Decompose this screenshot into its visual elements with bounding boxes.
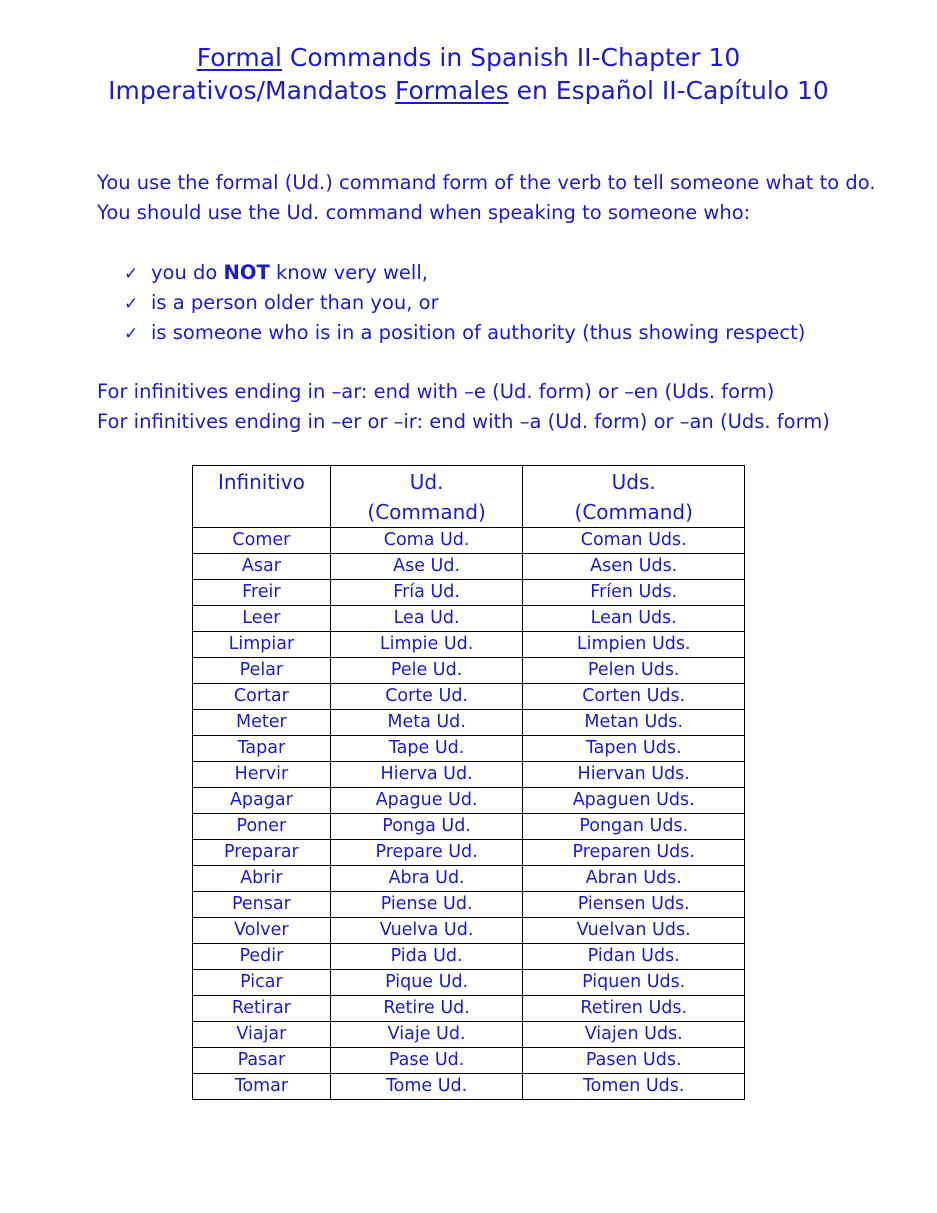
ud-command-cell: Vuelva Ud. [330, 918, 523, 944]
infinitive-cell: Limpiar [193, 632, 331, 658]
ud-command-cell: Retire Ud. [330, 996, 523, 1022]
ud-command-cell: Tome Ud. [330, 1074, 523, 1100]
bullet-1-bold: NOT [223, 261, 270, 284]
table-row [193, 736, 745, 762]
intro-line-2: You should use the Ud. command when speaking to someone who: [97, 201, 751, 224]
checkmark-icon: ✓ [124, 264, 139, 284]
header-uds-sublabel: (Command) [574, 500, 693, 524]
infinitive-cell: Pelar [193, 658, 331, 684]
ud-command-cell: Hierva Ud. [330, 762, 523, 788]
infinitive-cell: Volver [193, 918, 331, 944]
subtitle-end: en Español II-Capítulo 10 [508, 76, 829, 105]
rule-ar: For infinitives ending in –ar: end with –e (Ud. form) or –en (Uds. form) [97, 380, 775, 403]
ud-command-cell: Meta Ud. [330, 710, 523, 736]
uds-command-cell: Piquen Uds. [523, 970, 745, 996]
header-infinitivo-label: Infinitivo [217, 470, 305, 494]
header-ud [330, 466, 523, 528]
ud-command-cell: Pase Ud. [330, 1048, 523, 1074]
table-row [193, 528, 745, 554]
infinitive-cell: Meter [193, 710, 331, 736]
ud-command-cell: Limpie Ud. [330, 632, 523, 658]
infinitive-cell: Abrir [193, 866, 331, 892]
table-row [193, 710, 745, 736]
rule-er-ir: For infinitives ending in –er or –ir: end with –a (Ud. form) or –an (Uds. form) [97, 410, 830, 433]
table-row [193, 814, 745, 840]
table-row [193, 684, 745, 710]
uds-command-cell: Limpien Uds. [523, 632, 745, 658]
uds-command-cell: Retiren Uds. [523, 996, 745, 1022]
infinitive-cell: Viajar [193, 1022, 331, 1048]
header-ud-sublabel: (Command) [367, 500, 486, 524]
table-row [193, 580, 745, 606]
uds-command-cell: Tomen Uds. [523, 1074, 745, 1100]
title-rest: Commands in Spanish II-Chapter 10 [281, 43, 741, 72]
uds-command-cell: Abran Uds. [523, 866, 745, 892]
ud-command-cell: Pida Ud. [330, 944, 523, 970]
page-title-spanish [0, 75, 937, 107]
ud-command-cell: Coma Ud. [330, 528, 523, 554]
table-row [193, 632, 745, 658]
uds-command-cell: Vuelvan Uds. [523, 918, 745, 944]
subtitle-underlined-word: Formales [395, 76, 509, 105]
uds-command-cell: Pidan Uds. [523, 944, 745, 970]
uds-command-cell: Coman Uds. [523, 528, 745, 554]
ud-command-cell: Apague Ud. [330, 788, 523, 814]
infinitive-cell: Hervir [193, 762, 331, 788]
table-row [193, 606, 745, 632]
infinitive-cell: Cortar [193, 684, 331, 710]
uds-command-cell: Fríen Uds. [523, 580, 745, 606]
header-uds-label: Uds. [611, 470, 656, 494]
uds-command-cell: Pongan Uds. [523, 814, 745, 840]
table-body [193, 528, 745, 1100]
table-row [193, 1022, 745, 1048]
bullet-item-3 [124, 318, 805, 349]
intro-line-1: You use the formal (Ud.) command form of the verb to tell someone what to do. [97, 171, 876, 194]
infinitive-cell: Retirar [193, 996, 331, 1022]
table-row [193, 996, 745, 1022]
table-row [193, 840, 745, 866]
commands-table [192, 465, 745, 1100]
table-row [193, 658, 745, 684]
uds-command-cell: Pelen Uds. [523, 658, 745, 684]
uds-command-cell: Corten Uds. [523, 684, 745, 710]
uds-command-cell: Apaguen Uds. [523, 788, 745, 814]
infinitive-cell: Pasar [193, 1048, 331, 1074]
ud-command-cell: Fría Ud. [330, 580, 523, 606]
uds-command-cell: Viajen Uds. [523, 1022, 745, 1048]
ud-command-cell: Prepare Ud. [330, 840, 523, 866]
ud-command-cell: Ponga Ud. [330, 814, 523, 840]
infinitive-cell: Poner [193, 814, 331, 840]
bullet-item-1 [124, 258, 428, 289]
ud-command-cell: Ase Ud. [330, 554, 523, 580]
infinitive-cell: Comer [193, 528, 331, 554]
header-uds [523, 466, 745, 528]
page-title-english [0, 42, 937, 74]
infinitive-cell: Asar [193, 554, 331, 580]
table-row [193, 970, 745, 996]
infinitive-cell: Leer [193, 606, 331, 632]
uds-command-cell: Preparen Uds. [523, 840, 745, 866]
checkmark-icon: ✓ [124, 324, 139, 344]
header-infinitivo [193, 466, 331, 528]
bullet-2-text: is a person older than you, or [151, 291, 439, 314]
uds-command-cell: Pasen Uds. [523, 1048, 745, 1074]
bullet-item-2 [124, 288, 439, 319]
bullet-1-end: know very well, [269, 261, 428, 284]
infinitive-cell: Pensar [193, 892, 331, 918]
table-row [193, 866, 745, 892]
uds-command-cell: Asen Uds. [523, 554, 745, 580]
infinitive-cell: Apagar [193, 788, 331, 814]
table-row [193, 1074, 745, 1100]
subtitle-start: Imperativos/Mandatos [108, 76, 396, 105]
infinitive-cell: Tapar [193, 736, 331, 762]
bullet-1-start: you do [151, 261, 224, 284]
uds-command-cell: Hiervan Uds. [523, 762, 745, 788]
ud-command-cell: Viaje Ud. [330, 1022, 523, 1048]
bullet-3-text: is someone who is in a position of authority (thus showing respect) [151, 321, 806, 344]
infinitive-cell: Tomar [193, 1074, 331, 1100]
header-ud-label: Ud. [409, 470, 444, 494]
ud-command-cell: Lea Ud. [330, 606, 523, 632]
ud-command-cell: Piense Ud. [330, 892, 523, 918]
checkmark-icon: ✓ [124, 294, 139, 314]
ud-command-cell: Abra Ud. [330, 866, 523, 892]
table-row [193, 918, 745, 944]
table-header-row [193, 466, 745, 528]
uds-command-cell: Tapen Uds. [523, 736, 745, 762]
ud-command-cell: Corte Ud. [330, 684, 523, 710]
infinitive-cell: Freir [193, 580, 331, 606]
table-row [193, 554, 745, 580]
infinitive-cell: Preparar [193, 840, 331, 866]
table-row [193, 788, 745, 814]
table-row [193, 1048, 745, 1074]
infinitive-cell: Pedir [193, 944, 331, 970]
ud-command-cell: Tape Ud. [330, 736, 523, 762]
uds-command-cell: Piensen Uds. [523, 892, 745, 918]
table-row [193, 892, 745, 918]
uds-command-cell: Metan Uds. [523, 710, 745, 736]
ud-command-cell: Pique Ud. [330, 970, 523, 996]
uds-command-cell: Lean Uds. [523, 606, 745, 632]
table-row [193, 762, 745, 788]
title-underlined-word: Formal [196, 43, 282, 72]
ud-command-cell: Pele Ud. [330, 658, 523, 684]
table-row [193, 944, 745, 970]
infinitive-cell: Picar [193, 970, 331, 996]
